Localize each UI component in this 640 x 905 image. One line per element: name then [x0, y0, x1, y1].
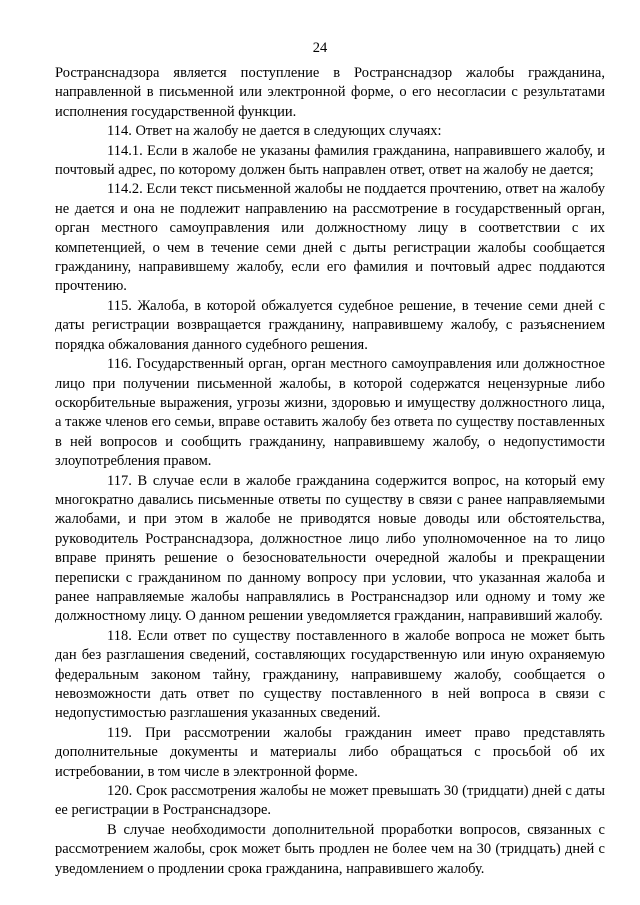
paragraph-115: 115. Жалоба, в которой обжалуется судебное решение, в течение семи дней с даты регистрации возвращается гражданину, направившему жалобу, с разъяснением порядка обжалования данного судебного решения. [55, 297, 605, 353]
paragraph-120: 120. Срок рассмотрения жалобы не может превышать 30 (тридцати) дней с даты ее регистрации в Ространснадзоре. [55, 783, 605, 819]
paragraph-117: 117. В случае если в жалобе гражданина содержится вопрос, на который ему многократно давались письменные ответы по существу в связи с ранее направляемыми жалобами, и при этом в жалобе не приводятся новые доводы или обстоятельства, руководитель Ространснадзора, должностное лицо либо уполномоченное на то лицо вправе принять решение о безосновательности очередной жалобы и прекращении переписки с гражданином по данному вопросу при условии, что указанная жалоба и ранее направляемые жалобы направлялись в Ространснадзор или одному и тому же должностному лицу. О данном решении уведомляется гражданин, направивший жалобу. [55, 472, 605, 625]
paragraph-114: 114. Ответ на жалобу не дается в следующих случаях: [107, 123, 442, 140]
document-body [55, 64, 605, 879]
paragraph-114-1: 114.1. Если в жалобе не указаны фамилия гражданина, направившего жалобу, и почтовый адрес, по которому должен быть направлен ответ, ответ на жалобу не дается; [55, 142, 605, 179]
paragraph-continuation: Ространснадзора является поступление в Ространснадзор жалобы гражданина, направленной в письменной или электронной форме, о его несогласии с результатами исполнения государственной функции. [55, 65, 605, 120]
paragraph-118: 118. Если ответ по существу поставленного в жалобе вопроса не может быть дан без разглашения сведений, составляющих государственную или иную охраняемую федеральным законом тайну, гражданину, направившему жалобу, сообщается о невозможности дать ответ по существу поставленного в ней вопроса в связи с недопустимостью разглашения указанных сведений. [55, 627, 605, 722]
paragraph-119: 119. При рассмотрении жалобы гражданин имеет право представлять дополнительные документы и материалы либо обращаться с просьбой об их истребовании, в том числе в электронной форме. [55, 724, 605, 780]
paragraph-114-2: 114.2. Если текст письменной жалобы не поддается прочтению, ответ на жалобу не дается и она не подлежит направлению на рассмотрение в государственный орган, орган местного самоуправления или должностному лицу в соответствии с их компетенцией, о чем в течение семи дней с дыты регистрации жалобы сообщается гражданину, направившему жалобу, если его фамилия и почтовый адрес поддаются прочтению. [55, 181, 605, 295]
page-number: 24 [312, 40, 328, 56]
paragraph-120-extension: В случае необходимости дополнительной проработки вопросов, связанных с рассмотрением жалобы, срок может быть продлен не более чем на 30 (тридцать) дней с уведомлением о продлении срока гражданина, направившего жалобу. [55, 821, 605, 877]
paragraph-116: 116. Государственный орган, орган местного самоуправления или должностное лицо при получении письменной жалобы, в которой содержатся нецензурные либо оскорбительные выражения, угрозы жизни, здоровью и имуществу должностного лица, а также членов его семьи, вправе оставить жалобу без ответа по существу поставленных в ней вопросов и сообщить гражданину, направившему жалобу, о недопустимости злоупотребления правом. [55, 356, 605, 470]
